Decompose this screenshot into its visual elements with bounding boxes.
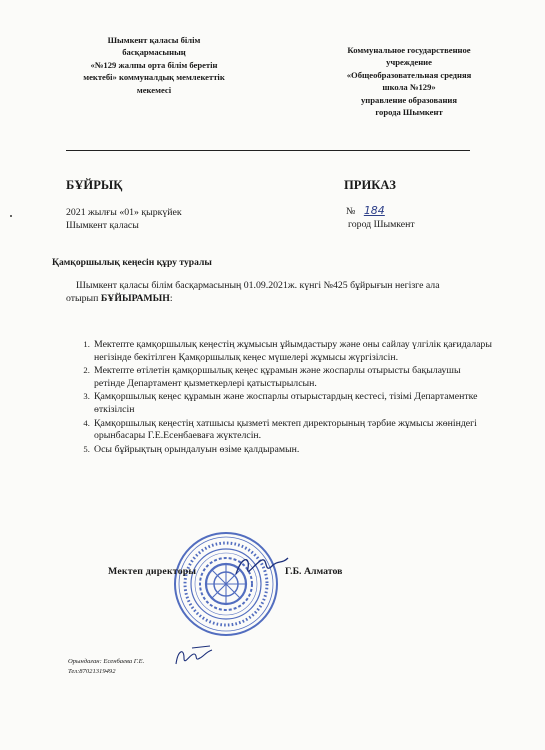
order-intro bbox=[66, 279, 466, 305]
order-title-kz: БҰЙРЫҚ bbox=[66, 178, 123, 192]
header-left-kz bbox=[68, 34, 240, 96]
intro-suffix: : bbox=[169, 293, 173, 305]
director-signature-icon bbox=[232, 552, 292, 582]
order-item: 4. Қамқоршылық кеңестің хатшысы қызметі мектеп директорының тәрбие жұмысы жөніндегі орынбасары Г.Е.Есенбаеваға жүктелсін. bbox=[92, 417, 492, 443]
header-left-line: «№129 жалпы орта білім беретін bbox=[90, 59, 218, 70]
order-item: 2. Мектепте өтілетін қамқоршылық кеңес құрамын және жоспарлы отырысты бақылаушы ретінде Департамент қызметкерлері қатыстырылсын. bbox=[92, 364, 492, 390]
order-city-kz: Шымкент қаласы bbox=[66, 220, 139, 231]
order-item: 1. Мектепте қамқоршылық кеңестің жұмысын ұйымдастыру және оны сайлау үлгілік қағидалары негізінде бекітілген Қамқоршылық кеңес мүшелері жұмысы жүргізілсін. bbox=[92, 338, 492, 364]
order-number-value: 184 bbox=[363, 204, 385, 217]
order-city-ru: город Шымкент bbox=[348, 219, 415, 230]
header-right-line: школа №129» bbox=[382, 82, 436, 93]
header-left-line: мектебі» коммуналдық мемлекеттік bbox=[83, 72, 225, 83]
executor-phone: Тел:87021319492 bbox=[68, 668, 116, 675]
intro-emphasis: БҰЙЫРАМЫН bbox=[100, 293, 170, 305]
order-date: 2021 жылғы «01» қыркүйек bbox=[66, 207, 182, 218]
order-item: 5. Осы бұйрықтың орындалуын өзіме қалдырамын. bbox=[92, 443, 492, 457]
official-seal-icon bbox=[172, 530, 280, 638]
header-right-line: города Шымкент bbox=[375, 107, 443, 118]
order-date-block bbox=[66, 206, 182, 232]
header-left-line: басқармасының bbox=[122, 47, 186, 58]
header-right-line: Коммунальное государственное bbox=[347, 45, 471, 55]
order-number-label: № bbox=[346, 206, 356, 217]
header-right-ru bbox=[300, 44, 518, 118]
signature-name: Г.Б. Алматов bbox=[285, 566, 343, 577]
header-right-line: управление образования bbox=[361, 94, 457, 105]
executor-name: Орындаған: Есенбаева Г.Е. bbox=[68, 658, 145, 665]
order-item: 3. Қамқоршылық кеңес құрамын және жоспарлы отырыстардың кестесі, тізімі Департаментке өткізілсін bbox=[92, 390, 492, 416]
header-right-line: учреждение bbox=[386, 57, 432, 68]
header-right-line: «Общеобразовательная средняя bbox=[346, 69, 472, 80]
signature-title: Мектеп директоры bbox=[108, 566, 197, 577]
order-items-list bbox=[78, 338, 492, 456]
header-left-line: Шымкент қаласы білім bbox=[107, 35, 201, 45]
order-number-block bbox=[346, 204, 415, 231]
order-subject: Қамқоршылық кеңесін құру туралы bbox=[52, 257, 212, 268]
executor-info bbox=[68, 657, 144, 677]
header-left-line: мекемесі bbox=[136, 84, 172, 95]
header-divider bbox=[66, 150, 470, 151]
intro-text: Шымкент қаласы білім басқармасының 01.09.2021ж. күнгі №425 бұйрығын негізге ала отырып bbox=[66, 280, 440, 305]
executor-signature-icon bbox=[172, 644, 216, 670]
order-title-ru: ПРИКАЗ bbox=[344, 178, 396, 192]
scan-speck bbox=[10, 215, 12, 217]
